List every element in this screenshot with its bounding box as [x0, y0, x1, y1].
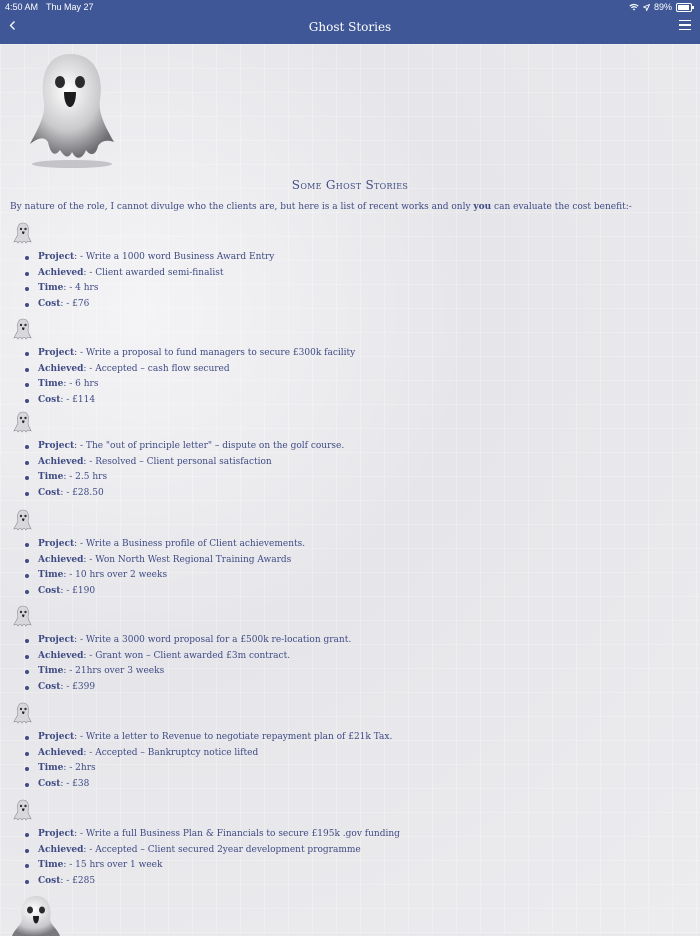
cost-label: Cost: [38, 876, 61, 887]
project-list: [24, 250, 274, 313]
time-value: : - 21hrs over 3 weeks: [63, 666, 165, 677]
cost-label: Cost: [38, 682, 61, 693]
cost-label: Cost: [38, 299, 61, 310]
cost-label: Cost: [38, 488, 61, 499]
project-label: Project: [38, 441, 75, 451]
ghost-icon: [12, 509, 34, 531]
project-project-item: [24, 250, 274, 266]
project-label: Project: [38, 732, 75, 742]
time-label: Time: [38, 283, 64, 294]
battery-icon: [676, 3, 692, 12]
page-content: [0, 44, 700, 934]
time-value: : - 15 hrs over 1 week: [63, 860, 163, 871]
time-label: Time: [38, 763, 64, 774]
ghost-image-bottom: [10, 894, 62, 936]
time-label: Time: [38, 666, 64, 677]
cost-label: Cost: [38, 779, 61, 790]
ghost-icon: [12, 222, 34, 244]
status-date: Thu May 27: [46, 2, 94, 12]
cost-value: : - £114: [60, 395, 96, 406]
project-achieved-item: [24, 455, 344, 471]
project-project-item: [24, 537, 305, 553]
achieved-value: : - Accepted – Client secured 2year development programme: [83, 844, 361, 855]
project-cost-item: [24, 297, 274, 313]
project-time-item: [24, 470, 344, 486]
project-achieved-item: [24, 746, 392, 762]
cost-value: : - £76: [60, 299, 90, 310]
achieved-value: : - Won North West Regional Training Awards: [83, 554, 292, 565]
project-time-item: [24, 858, 400, 874]
project-label: Project: [38, 635, 75, 645]
ghost-icon: [12, 605, 34, 627]
achieved-label: Achieved: [38, 267, 84, 278]
project-list: [24, 537, 305, 600]
project-project-item: [24, 633, 351, 649]
time-label: Time: [38, 860, 64, 871]
achieved-label: Achieved: [38, 747, 84, 758]
status-time: 4:50 AM: [5, 2, 39, 12]
ghost-icon: [12, 702, 34, 724]
achieved-label: Achieved: [38, 456, 84, 467]
project-achieved-item: [24, 362, 355, 378]
project-cost-item: [24, 584, 305, 600]
project-achieved-item: [24, 553, 305, 569]
time-value: : - 2hrs: [63, 763, 96, 774]
achieved-value: : - Accepted – Bankruptcy notice lifted: [83, 747, 259, 758]
ghost-image: [24, 52, 120, 170]
achieved-label: Achieved: [38, 844, 84, 855]
time-label: Time: [38, 570, 64, 581]
project-achieved-item: [24, 266, 274, 282]
battery-percent: 89%: [653, 2, 672, 12]
ghost-icon: [12, 799, 34, 821]
ghost-icon: [12, 318, 34, 340]
achieved-value: : - Accepted – cash flow secured: [83, 363, 230, 374]
project-achieved-item: [24, 649, 351, 665]
project-cost-item: [24, 874, 400, 890]
achieved-label: Achieved: [38, 650, 84, 661]
cost-value: : - £28.50: [60, 488, 104, 499]
project-list: [24, 827, 400, 890]
achieved-label: Achieved: [38, 554, 84, 565]
time-value: : - 6 hrs: [63, 379, 99, 390]
project-time-item: [24, 568, 305, 584]
ghost-icon: [12, 411, 34, 433]
project-value: : - Write a Business profile of Client achievements.: [74, 539, 306, 549]
project-achieved-item: [24, 843, 400, 859]
project-time-item: [24, 664, 351, 680]
status-right: [629, 0, 692, 14]
project-time-item: [24, 281, 274, 297]
project-value: : - Write a 3000 word proposal for a £500k re-location grant.: [74, 635, 352, 645]
project-time-item: [24, 761, 392, 777]
project-cost-item: [24, 486, 344, 502]
cost-value: : - £285: [60, 876, 96, 887]
project-list: [24, 439, 344, 502]
cost-value: : - £38: [60, 779, 90, 790]
project-time-item: [24, 377, 355, 393]
project-label: Project: [38, 348, 75, 358]
project-label: Project: [38, 539, 75, 549]
achieved-value: : - Client awarded semi-finalist: [83, 267, 224, 278]
time-value: : - 10 hrs over 2 weeks: [63, 570, 168, 581]
project-list: [24, 730, 392, 793]
location-icon: [643, 4, 650, 11]
cost-value: : - £190: [60, 586, 96, 597]
menu-icon[interactable]: [679, 20, 691, 30]
project-cost-item: [24, 680, 351, 696]
project-value: : - Write a letter to Revenue to negotiate repayment plan of £21k Tax.: [74, 732, 393, 742]
achieved-label: Achieved: [38, 363, 84, 374]
time-value: : - 2.5 hrs: [63, 472, 108, 483]
project-value: : - The "out of principle letter" – dispute on the golf course.: [74, 441, 345, 451]
cost-value: : - £399: [60, 682, 96, 693]
project-value: : - Write a proposal to fund managers to secure £300k facility: [74, 348, 356, 358]
status-bar: [0, 0, 700, 14]
project-label: Project: [38, 252, 75, 262]
intro-text: By nature of the role, I cannot divulge who the clients are, but here is a list of recent works and only you can evaluate the cost benefit:-: [10, 202, 632, 212]
project-value: : - Write a 1000 word Business Award Entry: [74, 252, 275, 262]
project-project-item: [24, 346, 355, 362]
project-value: : - Write a full Business Plan & Financials to secure £195k .gov funding: [74, 829, 400, 839]
project-list: [24, 346, 355, 409]
time-label: Time: [38, 472, 64, 483]
achieved-value: : - Resolved – Client personal satisfaction: [83, 456, 272, 467]
project-list: [24, 633, 351, 696]
project-project-item: [24, 730, 392, 746]
project-cost-item: [24, 393, 355, 409]
cost-label: Cost: [38, 586, 61, 597]
cost-label: Cost: [38, 395, 61, 406]
nav-bar: [0, 14, 700, 44]
time-label: Time: [38, 379, 64, 390]
page-title: Some Ghost Stories: [291, 178, 409, 192]
project-cost-item: [24, 777, 392, 793]
time-value: : - 4 hrs: [63, 283, 99, 294]
achieved-value: : - Grant won – Client awarded £3m contract.: [83, 650, 291, 661]
wifi-icon: [629, 3, 639, 11]
project-project-item: [24, 439, 344, 455]
nav-title: Ghost Stories: [308, 20, 392, 34]
project-label: Project: [38, 829, 75, 839]
project-project-item: [24, 827, 400, 843]
